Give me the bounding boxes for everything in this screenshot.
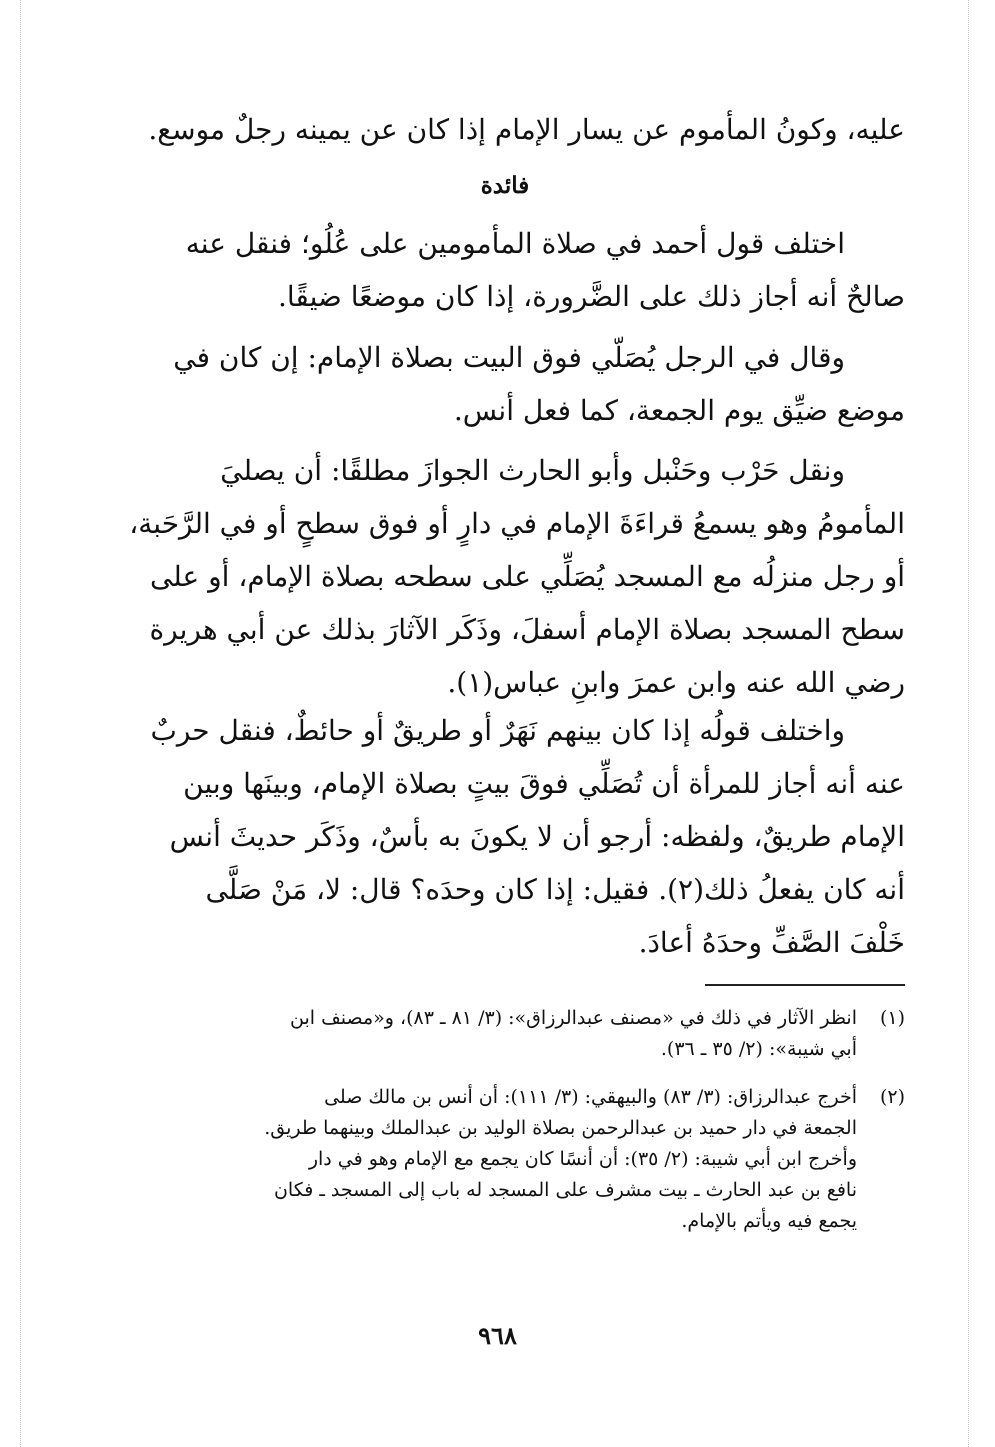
footnote-line: أخرج عبدالرزاق: (٣/ ٨٣) والبيهقي: (٣/ ١١١): أن أنس بن مالك صلى [324,1086,857,1108]
scan-edge-right [968,0,969,1447]
paragraph-1 [105,217,905,323]
footnote-line: يجمع فيه ويأتم بالإمام. [681,1210,857,1232]
text-line: عنه أنه أجاز للمرأة أن تُصَلِّي فوقَ بيتٍ بصلاة الإمام، وبينَها وبين [183,767,905,800]
paragraph-2 [105,331,905,437]
section-heading: فائدة [480,172,530,199]
footnote-body [105,1003,857,1065]
footnote-number: (٢) [879,1086,905,1108]
text-line: الإمام طريقٌ، ولفظه: أرجو أن لا يكونَ به بأسٌ، وذَكَر حديثَ أنس [169,820,905,853]
text-line: المأمومُ وهو يسمعُ قراءَةَ الإمام في دارٍ أو فوق سطحٍ أو في الرَّحَبة، [129,507,905,540]
text-line: موضع ضيِّق يوم الجمعة، كما فعل أنس. [453,394,905,427]
text-line: ونقل حَرْب وحَنْبل وأبو الحارث الجوازَ مطلقًا: أن يصليَ [220,454,845,487]
text-line: اختلف قول أحمد في صلاة المأمومين على عُلُو؛ فنقل عنه [185,227,845,260]
footnote-1 [105,1003,905,1065]
footnote-line: نافع بن عبد الحارث ـ بيت مشرف على المسجد له باب إلى المسجد ـ فكان [273,1179,857,1201]
paragraph-continuation [105,103,905,156]
text-line: أو رجل منزلُه مع المسجد يُصَلِّي على سطحه بصلاة الإمام، أو على [149,560,905,593]
text-line: رضي الله عنه وابن عمرَ وابنِ عباس(١). [447,666,905,699]
paragraph-3 [105,444,905,709]
page-number: ٩٦٨ [478,1321,517,1350]
footnote-line: الجمعة في دار حميد بن عبدالرحمن بصلاة الوليد بن عبدالملك وبينهما طريق. [264,1117,857,1139]
text-line: خَلْفَ الصَّفِّ وحدَهُ أعادَ. [638,926,905,959]
text-line: سطح المسجد بصلاة الإمام أسفلَ، وذَكَر الآثارَ بذلك عن أبي هريرة [149,613,905,646]
footnote-body [105,1082,857,1237]
text-line: واختلف قولُه إذا كان بينهم نَهَرٌ أو طريقٌ أو حائطٌ، فنقل حربٌ [150,714,845,747]
footnote-2 [105,1082,905,1237]
text-line: وقال في الرجل يُصَلّي فوق البيت بصلاة الإمام: إن كان في [173,341,845,374]
footnote-number: (١) [879,1007,905,1029]
footnote-line: انظر الآثار في ذلك في «مصنف عبدالرزاق»: (٣/ ٨١ ـ ٨٣)، و«مصنف ابن [290,1007,857,1029]
text-line: عليه، وكونُ المأموم عن يسار الإمام إذا كان عن يمينه رجلٌ موسع. [148,113,905,146]
footnote-line: أبي شيبة»: (٢/ ٣٥ ـ ٣٦). [660,1038,857,1060]
text-line: أنه كان يفعلُ ذلك(٢). فقيل: إذا كان وحدَه؟ قال: لا، مَنْ صَلَّى [205,873,905,906]
footnote-line: وأخرج ابن أبي شيبة: (٢/ ٣٥): أن أنسًا كان يجمع مع الإمام وهو في دار [308,1148,857,1170]
footnote-separator [705,984,905,986]
paragraph-4 [105,704,905,969]
text-line: صالحٌ أنه أجاز ذلك على الضَّرورة، إذا كان موضعًا ضيقًا. [278,280,905,313]
scan-edge-left [20,0,21,1447]
